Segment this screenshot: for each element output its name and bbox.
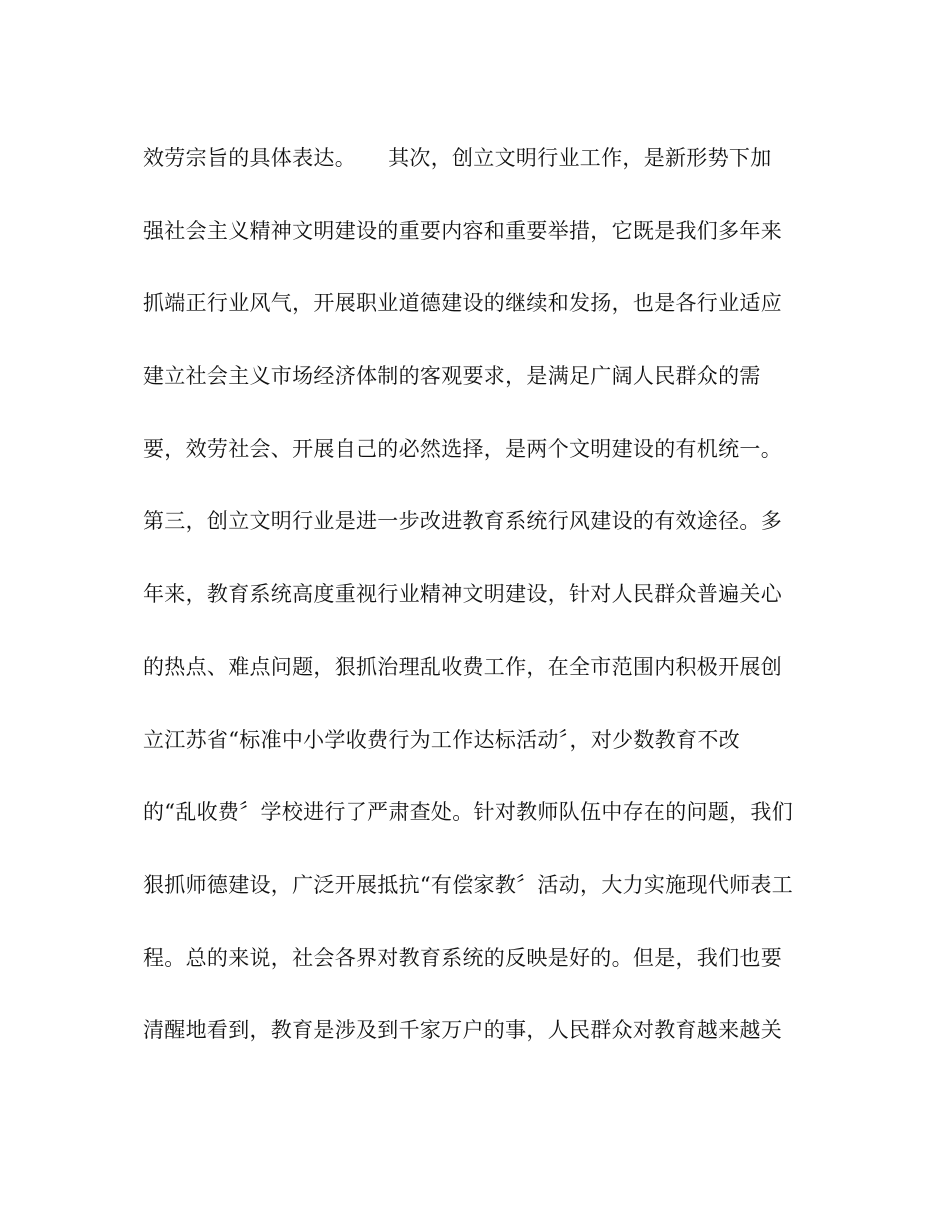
- text-line: 的“乱收费〞学校进行了严肃查处。针对教师队伍中存在的问题，我们: [143, 800, 794, 825]
- text-line: 建立社会主义市场经济体制的客观要求，是满足广阔人民群众的需: [143, 364, 761, 389]
- body-text: [143, 138, 823, 1083]
- text-line: 第三，创立文明行业是进一步改进教育系统行风建设的有效途径。多: [143, 509, 782, 534]
- text-line: 狠抓师德建设，广泛开展抵抗“有偿家教〞活动，大力实施现代师表工: [143, 872, 794, 897]
- text-line: 立江苏省“标准中小学收费行为工作达标活动〞，对少数教育不改: [143, 727, 740, 752]
- text-line: 抓端正行业风气，开展职业道德建设的继续和发扬，也是各行业适应: [143, 291, 782, 316]
- text-line: 年来，教育系统高度重视行业精神文明建设，针对人民群众普遍关心: [143, 582, 782, 607]
- text-line: 强社会主义精神文明建设的重要内容和重要举措，它既是我们多年来: [143, 218, 782, 243]
- text-line: 清醒地看到，教育是涉及到千家万户的事，人民群众对教育越来越关: [143, 1018, 782, 1043]
- text-line: 的热点、难点问题，狠抓治理乱收费工作，在全市范围内积极开展创: [143, 654, 782, 679]
- text-line: 程。总的来说，社会各界对教育系统的反映是好的。但是，我们也要: [143, 945, 782, 970]
- text-line: 要，效劳社会、开展自己的必然选择，是两个文明建设的有机统一。: [143, 436, 782, 461]
- text-line: 效劳宗旨的具体表达。 其次，创立文明行业工作，是新形势下加: [143, 146, 772, 170]
